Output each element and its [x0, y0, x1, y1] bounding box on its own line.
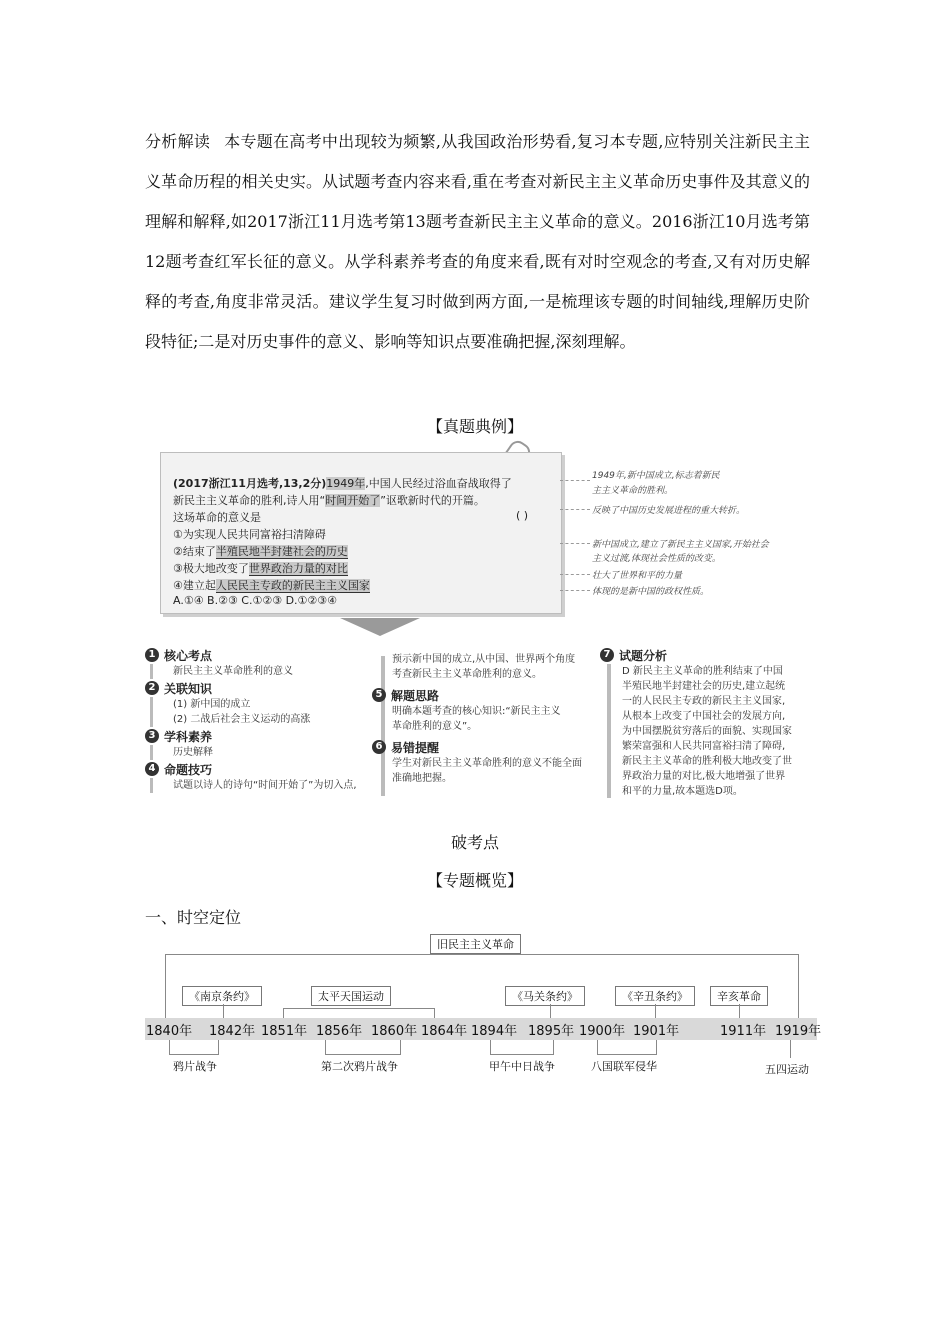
year: 1856年 — [316, 1024, 363, 1039]
year: 1860年 — [371, 1024, 418, 1039]
connector — [739, 1004, 740, 1018]
option-1: ①为实现人民共同富裕扫清障碍 — [173, 528, 326, 541]
analysis-line: 从根本上改变了中国社会的发展方向, — [622, 711, 786, 722]
example-line-1 — [173, 475, 512, 491]
opium-war-bracket — [169, 1040, 219, 1055]
step-body: 试题以诗人的诗句“时间开始了”为切入点, — [150, 778, 375, 793]
margin-note-2: 反映了中国历史发展进程的重大转折。 — [592, 506, 746, 516]
option-3-a: ③极大地改变了 — [173, 562, 249, 575]
connector — [790, 1040, 791, 1058]
note-connector — [560, 543, 590, 544]
example-source: (2017浙江11月选考,13,2分) — [173, 477, 327, 490]
note-connector — [560, 590, 590, 591]
step-number-icon: 3 — [145, 729, 159, 743]
analysis-line: 和平的力量,故本题选D项。 — [622, 786, 743, 797]
option-2-key: 半殖民地半封建社会的历史 — [215, 545, 348, 558]
intro-text: 本专题在高考中出现较为频繁,从我国政治形势看,复习本专题,应特别关注新民主主义革命历程的相关史实。从试题考查内容来看,重在考查对新民主主义革命历史事件及其意义的理解和解释,如2017浙江11月选考第13题考查新民主主义革命的意义。2016浙江10月选考第12题考查红军长征的意义。从学科素养考查的角度来看,既有对时空观念的考查,又有对历史解释的考查,角度非常灵活。建议学生复习时做到两方面,一是梳理该专题的时间轴线,理解历史阶段特征;二是对历史事件的意义、影响等知识点要准确把握,深刻理解。 — [145, 132, 810, 351]
step-number-icon: 4 — [145, 762, 159, 776]
analysis-line: 一的人民民主专政的新民主主义国家, — [622, 696, 786, 707]
eight-nation-bracket — [597, 1040, 657, 1055]
second-opium-war-bracket — [325, 1040, 401, 1055]
step-pitfall — [372, 738, 602, 756]
step-title: 核心考点 — [164, 648, 213, 663]
step-body: 明确本题考查的核心知识:“新民主主义 — [392, 706, 561, 717]
option-4-a: ④建立起 — [173, 579, 216, 592]
analysis-line: 为中国摆脱贫穷落后的面貌、实现国家 — [622, 726, 792, 737]
example-question: 这场革命的意义是 — [173, 511, 261, 524]
connector — [550, 1004, 551, 1018]
option-3-key: 世界政治力量的对比 — [248, 562, 348, 575]
step-title: 易错提醒 — [391, 740, 440, 755]
example-line1-rest: ,中国人民经过浴血奋战取得了 — [365, 477, 512, 490]
step-related — [145, 679, 375, 697]
analysis-line: 半殖民地半封建社会的历史,建立起统 — [622, 681, 786, 692]
year: 1895年 — [528, 1024, 575, 1039]
year: 1900年 — [579, 1024, 626, 1039]
step-analysis — [600, 646, 800, 664]
margin-note-4: 壮大了世界和平的力量 — [592, 571, 683, 581]
step-number-icon: 6 — [372, 740, 386, 754]
margin-note-3b: 主义过渡,体现社会性质的改变。 — [592, 554, 721, 564]
step-title: 试题分析 — [619, 648, 668, 663]
event-label-shimonoseki: 《马关条约》 — [505, 986, 585, 1006]
timeline — [145, 934, 825, 1084]
event-second-opium-war: 第二次鸦片战争 — [321, 1060, 398, 1073]
analysis-column-3 — [600, 646, 800, 799]
connector — [223, 1004, 224, 1018]
old-democratic-revolution-label: 旧民主主义革命 — [430, 934, 521, 954]
example-line-2 — [173, 492, 485, 508]
heading-break: 破考点 — [450, 833, 499, 852]
note-connector — [560, 480, 590, 481]
heading-overview: 【专题概览】 — [426, 871, 523, 890]
step-title: 关联知识 — [164, 681, 213, 696]
down-arrow-icon — [340, 618, 420, 636]
year: 1901年 — [633, 1024, 680, 1039]
option-4-key: 人民民主专政的新民主主义国家 — [215, 579, 370, 592]
note-connector — [560, 574, 590, 575]
step-body: 新民主主义革命胜利的意义 — [150, 664, 375, 679]
analysis-line: 新民主主义革命的胜利极大地改变了世 — [622, 756, 792, 767]
margin-note-1b: 主主义革命的胜利。 — [592, 486, 674, 496]
analysis-line: 界政治力量的对比,极大地增强了世界 — [622, 771, 786, 782]
event-eight-nation-invasion: 八国联军侵华 — [591, 1060, 657, 1073]
step-body: 预示新中国的成立,从中国、世界两个角度 — [392, 654, 576, 665]
year: 1851年 — [261, 1024, 308, 1039]
event-label-xinhai: 辛亥革命 — [710, 986, 768, 1006]
step-body: 革命胜利的意义”。 — [392, 721, 478, 732]
analysis-column-2 — [375, 652, 602, 786]
margin-note-5: 体现的是新中国的政权性质。 — [592, 587, 710, 597]
margin-note-1a: 1949年,新中国成立,标志着新民 — [592, 471, 720, 481]
year: 1842年 — [209, 1024, 256, 1039]
event-may-fourth: 五四运动 — [765, 1063, 809, 1076]
step-title: 学科素养 — [164, 729, 213, 744]
answer-choices: A.①④ B.②③ C.①②③ D.①②③④ — [173, 594, 337, 607]
example-quote: 时间开始了 — [325, 494, 381, 507]
answer-paren: ( ) — [516, 509, 529, 522]
note-connector — [560, 509, 590, 510]
year: 1864年 — [421, 1024, 468, 1039]
option-4 — [173, 577, 370, 593]
intro-paragraph — [145, 122, 810, 362]
example-line2-a: 新民主主义革命的胜利,诗人用“ — [173, 494, 326, 507]
step-core — [145, 646, 375, 664]
event-label-nanjing-treaty: 《南京条约》 — [182, 986, 262, 1006]
step-title: 命题技巧 — [164, 762, 213, 777]
example-card — [160, 452, 562, 614]
step-body: 学生对新民主主义革命胜利的意义不能全面 — [392, 758, 582, 769]
step-technique — [145, 760, 375, 778]
intro-lead: 分析解读 — [145, 132, 211, 151]
option-3 — [173, 560, 348, 576]
section-title: 一、时空定位 — [145, 908, 242, 927]
event-sino-japanese-war: 甲午中日战争 — [489, 1060, 555, 1073]
example-year: 1949年 — [326, 477, 366, 490]
step-literacy — [145, 727, 375, 745]
option-2 — [173, 543, 348, 559]
event-label-taiping: 太平天国运动 — [311, 986, 391, 1006]
step-number-icon: 5 — [372, 688, 386, 702]
margin-note-3a: 新中国成立,建立了新民主主义国家,开始社会 — [592, 540, 769, 550]
step-title: 解题思路 — [391, 688, 440, 703]
example-line2-b: ”讴歌新时代的开篇。 — [380, 494, 485, 507]
event-label-boxer-protocol: 《辛丑条约》 — [615, 986, 695, 1006]
analysis-column-1 — [145, 646, 375, 793]
step-body: (1) 新中国的成立 — [150, 697, 375, 712]
analysis-line: D 新民主主义革命的胜利结束了中国 — [622, 666, 783, 677]
year: 1894年 — [471, 1024, 518, 1039]
connector — [655, 1004, 656, 1018]
year: 1919年 — [775, 1024, 822, 1039]
heading-example: 【真题典例】 — [426, 417, 523, 436]
option-2-a: ②结束了 — [173, 545, 216, 558]
step-body: 考查新民主主义革命胜利的意义。 — [392, 669, 542, 680]
step-approach — [372, 686, 602, 704]
step-number-icon: 2 — [145, 681, 159, 695]
sino-japanese-war-bracket — [490, 1040, 554, 1055]
step-body: (2) 二战后社会主义运动的高涨 — [150, 712, 375, 727]
step-body: 准确地把握。 — [392, 773, 452, 784]
analysis-line: 繁荣富强和人民共同富裕扫清了障碍, — [622, 741, 786, 752]
column-2-arrow — [381, 656, 385, 796]
year: 1911年 — [720, 1024, 767, 1039]
event-opium-war: 鸦片战争 — [173, 1060, 217, 1073]
step-number-icon: 7 — [600, 648, 614, 662]
step-body: 历史解释 — [150, 745, 375, 760]
year: 1840年 — [146, 1024, 193, 1039]
step-number-icon: 1 — [145, 648, 159, 662]
